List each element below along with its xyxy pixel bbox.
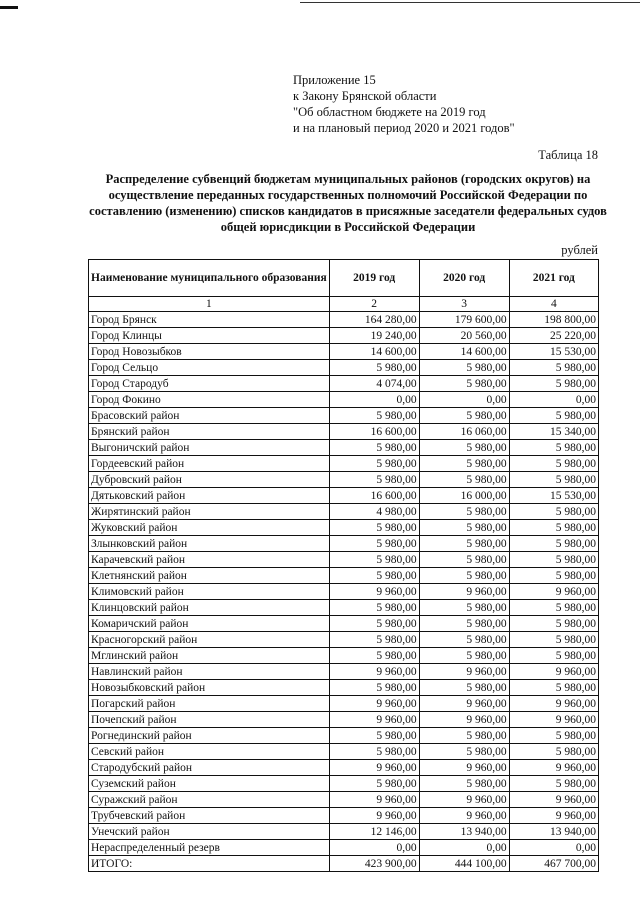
value-2019-cell: 4 980,00 [329, 504, 419, 520]
municipality-cell: Карачевский район [89, 552, 330, 568]
value-2019-cell: 9 960,00 [329, 808, 419, 824]
municipality-cell: Стародубский район [89, 760, 330, 776]
table-row [89, 536, 599, 552]
municipality-cell: Суражский район [89, 792, 330, 808]
municipality-cell: Комаричский район [89, 616, 330, 632]
value-2020-cell: 5 980,00 [419, 520, 509, 536]
table-row [89, 696, 599, 712]
table-row [89, 616, 599, 632]
municipality-cell: Город Брянск [89, 312, 330, 328]
value-2019-cell: 9 960,00 [329, 792, 419, 808]
column-number-4: 4 [509, 297, 598, 312]
value-2020-cell: 5 980,00 [419, 408, 509, 424]
value-2019-cell: 5 980,00 [329, 568, 419, 584]
value-2019-cell: 9 960,00 [329, 664, 419, 680]
value-2019-cell: 5 980,00 [329, 360, 419, 376]
value-2020-cell: 9 960,00 [419, 712, 509, 728]
value-2019-cell: 12 146,00 [329, 824, 419, 840]
municipality-cell: Климовский район [89, 584, 330, 600]
value-2020-cell: 9 960,00 [419, 584, 509, 600]
table-row [89, 856, 599, 872]
municipality-cell: Гордеевский район [89, 456, 330, 472]
value-2021-cell: 9 960,00 [509, 664, 598, 680]
value-2019-cell: 5 980,00 [329, 552, 419, 568]
value-2020-cell: 20 560,00 [419, 328, 509, 344]
value-2020-cell: 444 100,00 [419, 856, 509, 872]
municipality-cell: ИТОГО: [89, 856, 330, 872]
municipality-cell: Брасовский район [89, 408, 330, 424]
table-row [89, 776, 599, 792]
value-2019-cell: 9 960,00 [329, 696, 419, 712]
table-row [89, 424, 599, 440]
value-2020-cell: 5 980,00 [419, 472, 509, 488]
table-row [89, 728, 599, 744]
table-row [89, 808, 599, 824]
table-row [89, 680, 599, 696]
value-2019-cell: 5 980,00 [329, 728, 419, 744]
value-2021-cell: 5 980,00 [509, 776, 598, 792]
table-row [89, 760, 599, 776]
value-2020-cell: 5 980,00 [419, 456, 509, 472]
top-rule [300, 2, 640, 3]
value-2019-cell: 16 600,00 [329, 488, 419, 504]
value-2020-cell: 5 980,00 [419, 552, 509, 568]
municipality-cell: Унечский район [89, 824, 330, 840]
table-row [89, 456, 599, 472]
municipality-cell: Мглинский район [89, 648, 330, 664]
value-2021-cell: 5 980,00 [509, 472, 598, 488]
value-2021-cell: 15 530,00 [509, 344, 598, 360]
municipality-cell: Рогнединский район [89, 728, 330, 744]
table-row [89, 344, 599, 360]
value-2021-cell: 9 960,00 [509, 712, 598, 728]
value-2019-cell: 423 900,00 [329, 856, 419, 872]
municipality-cell: Нераспределенный резерв [89, 840, 330, 856]
value-2021-cell: 9 960,00 [509, 696, 598, 712]
municipality-cell: Город Клинцы [89, 328, 330, 344]
value-2021-cell: 25 220,00 [509, 328, 598, 344]
table-row [89, 520, 599, 536]
table-row [89, 744, 599, 760]
value-2021-cell: 5 980,00 [509, 408, 598, 424]
value-2020-cell: 16 060,00 [419, 424, 509, 440]
value-2020-cell: 5 980,00 [419, 776, 509, 792]
value-2019-cell: 5 980,00 [329, 744, 419, 760]
value-2020-cell: 5 980,00 [419, 648, 509, 664]
table-row [89, 552, 599, 568]
value-2020-cell: 5 980,00 [419, 360, 509, 376]
municipality-cell: Дятьковский район [89, 488, 330, 504]
value-2019-cell: 5 980,00 [329, 648, 419, 664]
value-2019-cell: 164 280,00 [329, 312, 419, 328]
value-2021-cell: 9 960,00 [509, 792, 598, 808]
municipality-cell: Выгоничский район [89, 440, 330, 456]
value-2020-cell: 5 980,00 [419, 568, 509, 584]
value-2019-cell: 9 960,00 [329, 712, 419, 728]
municipality-cell: Злынковский район [89, 536, 330, 552]
header-municipality: Наименование муниципального образования [89, 260, 330, 297]
unit-label: рублей [561, 243, 598, 257]
subsidy-table [88, 259, 599, 872]
table-row [89, 328, 599, 344]
appendix-line-3: "Об областном бюджете на 2019 год [293, 105, 486, 119]
municipality-cell: Жуковский район [89, 520, 330, 536]
value-2019-cell: 5 980,00 [329, 440, 419, 456]
value-2021-cell: 5 980,00 [509, 616, 598, 632]
scan-corner-mark [0, 6, 18, 9]
municipality-cell: Город Новозыбков [89, 344, 330, 360]
table-row [89, 360, 599, 376]
table-row [89, 312, 599, 328]
value-2020-cell: 13 940,00 [419, 824, 509, 840]
appendix-line-4: и на плановый период 2020 и 2021 годов" [293, 121, 515, 135]
municipality-cell: Клинцовский район [89, 600, 330, 616]
header-2021: 2021 год [509, 260, 598, 297]
table-row [89, 648, 599, 664]
value-2021-cell: 5 980,00 [509, 520, 598, 536]
column-number-row [89, 297, 599, 312]
value-2019-cell: 5 980,00 [329, 680, 419, 696]
value-2020-cell: 179 600,00 [419, 312, 509, 328]
table-header-row [89, 260, 599, 297]
table-row [89, 600, 599, 616]
table-row [89, 712, 599, 728]
value-2019-cell: 5 980,00 [329, 408, 419, 424]
value-2019-cell: 5 980,00 [329, 472, 419, 488]
value-2020-cell: 5 980,00 [419, 680, 509, 696]
value-2020-cell: 5 980,00 [419, 440, 509, 456]
table-row [89, 632, 599, 648]
municipality-cell: Город Сельцо [89, 360, 330, 376]
appendix-line-1: Приложение 15 [293, 73, 376, 87]
value-2021-cell: 5 980,00 [509, 376, 598, 392]
value-2019-cell: 9 960,00 [329, 584, 419, 600]
value-2021-cell: 5 980,00 [509, 680, 598, 696]
table-row [89, 392, 599, 408]
value-2020-cell: 0,00 [419, 392, 509, 408]
value-2020-cell: 16 000,00 [419, 488, 509, 504]
value-2020-cell: 5 980,00 [419, 744, 509, 760]
table-label: Таблица 18 [538, 148, 598, 162]
value-2021-cell: 198 800,00 [509, 312, 598, 328]
municipality-cell: Погарский район [89, 696, 330, 712]
value-2020-cell: 0,00 [419, 840, 509, 856]
table-row [89, 584, 599, 600]
municipality-cell: Город Фокино [89, 392, 330, 408]
municipality-cell: Почепский район [89, 712, 330, 728]
value-2021-cell: 5 980,00 [509, 728, 598, 744]
value-2021-cell: 5 980,00 [509, 456, 598, 472]
value-2020-cell: 9 960,00 [419, 696, 509, 712]
value-2021-cell: 5 980,00 [509, 648, 598, 664]
table-row [89, 792, 599, 808]
table-body [89, 312, 599, 872]
value-2020-cell: 5 980,00 [419, 632, 509, 648]
municipality-cell: Жирятинский район [89, 504, 330, 520]
value-2021-cell: 5 980,00 [509, 600, 598, 616]
table-row [89, 472, 599, 488]
document-title: Распределение субвенций бюджетам муниципальных районов (городских округов) на осуществление переданных государственных полномочий Российской Федерации по составлению (изменению) списков кандидатов в присяжные заседатели федеральных судов общей юрисдикции в Российской Федерации [89, 172, 607, 234]
value-2020-cell: 5 980,00 [419, 728, 509, 744]
value-2021-cell: 15 340,00 [509, 424, 598, 440]
value-2019-cell: 4 074,00 [329, 376, 419, 392]
municipality-cell: Суземский район [89, 776, 330, 792]
municipality-cell: Трубчевский район [89, 808, 330, 824]
table-row [89, 440, 599, 456]
value-2021-cell: 0,00 [509, 392, 598, 408]
value-2020-cell: 5 980,00 [419, 376, 509, 392]
municipality-cell: Брянский район [89, 424, 330, 440]
value-2019-cell: 0,00 [329, 392, 419, 408]
table-row [89, 664, 599, 680]
value-2021-cell: 5 980,00 [509, 552, 598, 568]
table-row [89, 824, 599, 840]
appendix-line-2: к Закону Брянской области [293, 89, 437, 103]
value-2021-cell: 5 980,00 [509, 536, 598, 552]
value-2019-cell: 5 980,00 [329, 600, 419, 616]
header-2020: 2020 год [419, 260, 509, 297]
municipality-cell: Севский район [89, 744, 330, 760]
value-2020-cell: 5 980,00 [419, 616, 509, 632]
value-2021-cell: 15 530,00 [509, 488, 598, 504]
value-2021-cell: 5 980,00 [509, 744, 598, 760]
value-2021-cell: 5 980,00 [509, 632, 598, 648]
value-2021-cell: 9 960,00 [509, 584, 598, 600]
table-row [89, 408, 599, 424]
table-row [89, 376, 599, 392]
table-row [89, 568, 599, 584]
value-2019-cell: 16 600,00 [329, 424, 419, 440]
value-2021-cell: 5 980,00 [509, 360, 598, 376]
value-2019-cell: 14 600,00 [329, 344, 419, 360]
value-2020-cell: 5 980,00 [419, 504, 509, 520]
value-2019-cell: 5 980,00 [329, 632, 419, 648]
value-2021-cell: 9 960,00 [509, 808, 598, 824]
table-row [89, 840, 599, 856]
value-2020-cell: 9 960,00 [419, 808, 509, 824]
value-2021-cell: 467 700,00 [509, 856, 598, 872]
value-2019-cell: 19 240,00 [329, 328, 419, 344]
value-2020-cell: 14 600,00 [419, 344, 509, 360]
value-2019-cell: 5 980,00 [329, 520, 419, 536]
value-2021-cell: 13 940,00 [509, 824, 598, 840]
appendix-header [293, 72, 515, 136]
value-2019-cell: 5 980,00 [329, 536, 419, 552]
value-2019-cell: 0,00 [329, 840, 419, 856]
value-2020-cell: 9 960,00 [419, 792, 509, 808]
column-number-3: 3 [419, 297, 509, 312]
municipality-cell: Новозыбковский район [89, 680, 330, 696]
municipality-cell: Красногорский район [89, 632, 330, 648]
municipality-cell: Навлинский район [89, 664, 330, 680]
value-2021-cell: 0,00 [509, 840, 598, 856]
value-2021-cell: 5 980,00 [509, 568, 598, 584]
municipality-cell: Город Стародуб [89, 376, 330, 392]
municipality-cell: Клетнянский район [89, 568, 330, 584]
header-2019: 2019 год [329, 260, 419, 297]
value-2019-cell: 5 980,00 [329, 456, 419, 472]
table-row [89, 488, 599, 504]
column-number-2: 2 [329, 297, 419, 312]
value-2021-cell: 5 980,00 [509, 504, 598, 520]
value-2019-cell: 9 960,00 [329, 760, 419, 776]
value-2020-cell: 9 960,00 [419, 664, 509, 680]
value-2021-cell: 9 960,00 [509, 760, 598, 776]
table-row [89, 504, 599, 520]
value-2021-cell: 5 980,00 [509, 440, 598, 456]
value-2020-cell: 5 980,00 [419, 600, 509, 616]
value-2020-cell: 9 960,00 [419, 760, 509, 776]
municipality-cell: Дубровский район [89, 472, 330, 488]
value-2019-cell: 5 980,00 [329, 776, 419, 792]
value-2019-cell: 5 980,00 [329, 616, 419, 632]
value-2020-cell: 5 980,00 [419, 536, 509, 552]
column-number-1: 1 [89, 297, 330, 312]
